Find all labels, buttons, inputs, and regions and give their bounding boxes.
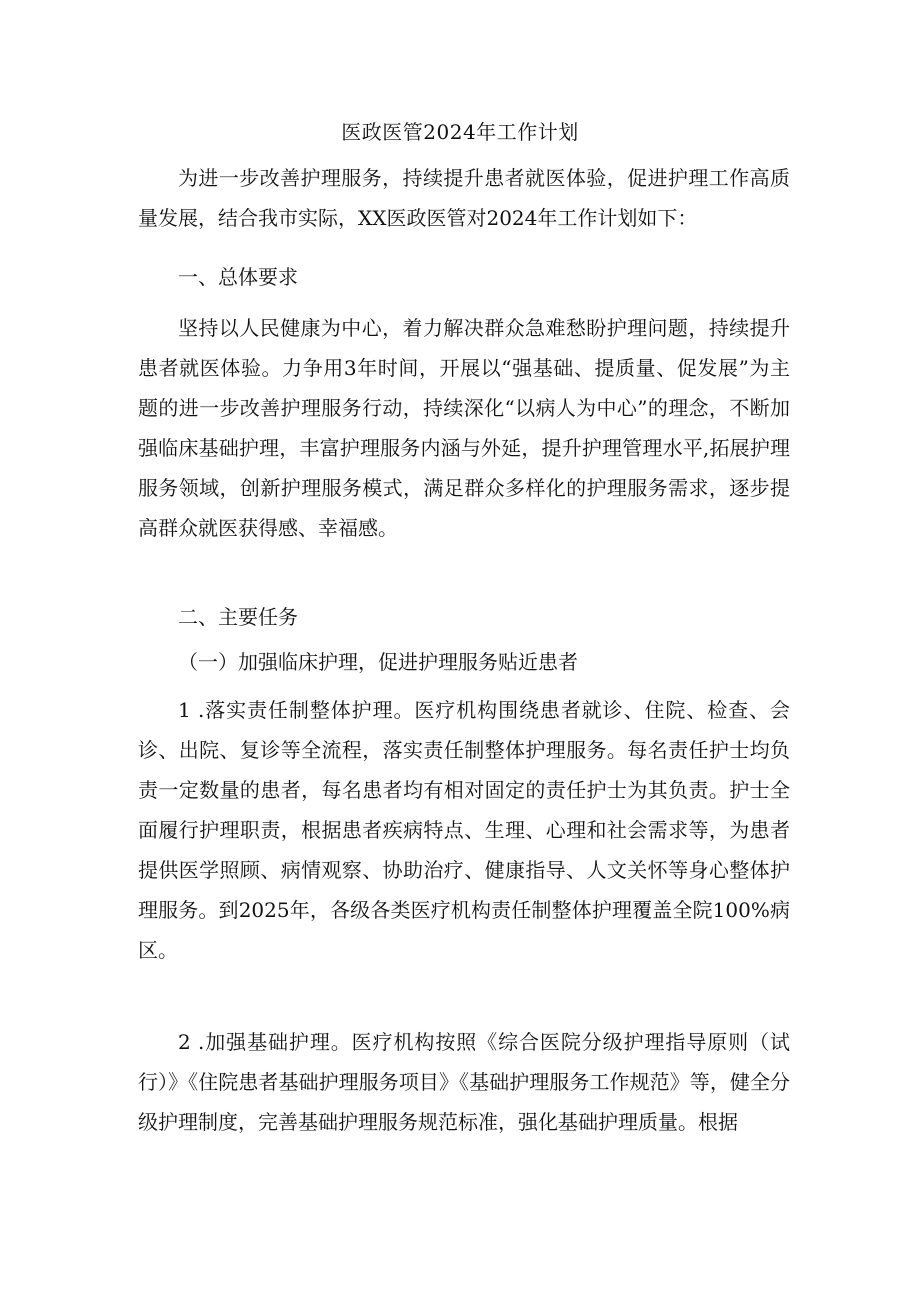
intro-paragraph: 为进一步改善护理服务，持续提升患者就医体验，促进护理工作高质量发展，结合我市实际，XX医政医管对2024年工作计划如下： xyxy=(138,166,790,230)
section-1-body: 坚持以人民健康为中心，着力解决群众急难愁盼护理问题，持续提升患者就医体验。力争用3年时间，开展以“强基础、提质量、促发展”为主题的进一步改善护理服务行动，持续深化“以病人为中心”的理念，不断加强临床基础护理，丰富护理服务内涵与外延，提升护理管理水平,拓展护理服务领域，创新护理服务模式，满足群众多样化的护理服务需求，逐步提高群众就医获得感、幸福感。 xyxy=(138,316,790,540)
subsection-1-heading: （一）加强临床护理，促进护理服务贴近患者 xyxy=(178,650,578,674)
item-2-paragraph: 2 .加强基础护理。医疗机构按照《综合医院分级护理指导原则（试行）》《住院患者基础护理服务项目》《基础护理服务工作规范》等，健全分级护理制度，完善基础护理服务规范标准，强化基础护理质量。根据 xyxy=(138,1030,790,1134)
section-1-heading: 一、总体要求 xyxy=(178,265,298,289)
section-2-heading: 二、主要任务 xyxy=(178,605,298,629)
document-title: 医政医管2024年工作计划 xyxy=(341,120,579,144)
item-1-paragraph: 1 .落实责任制整体护理。医疗机构围绕患者就诊、住院、检查、会诊、出院、复诊等全流程，落实责任制整体护理服务。每名责任护士均负责一定数量的患者，每名患者均有相对固定的责任护士为其负责。护士全面履行护理职责，根据患者疾病特点、生理、心理和社会需求等，为患者提供医学照顾、病情观察、协助治疗、健康指导、人文关怀等身心整体护理服务。到2025年，各级各类医疗机构责任制整体护理覆盖全院100%病区。 xyxy=(138,698,790,962)
